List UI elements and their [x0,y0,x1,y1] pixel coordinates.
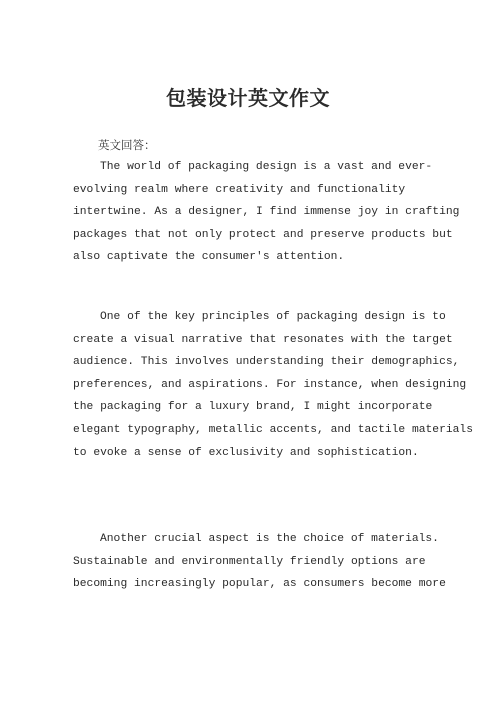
paragraph-line: evolving realm where creativity and functionality [73,183,406,196]
paragraph-line: audience. This involves understanding their demographics, [73,356,460,369]
paragraph-line: packages that not only protect and preserve products but [73,228,453,241]
page-title: 包装设计英文作文 [166,86,330,110]
paragraph-line: to evoke a sense of exclusivity and sophistication. [73,446,419,459]
paragraph-line: preferences, and aspirations. For instance, when designing [73,378,467,391]
paragraph-line: One of the key principles of packaging design is to [100,311,446,323]
paragraph-line: Another crucial aspect is the choice of materials. [100,533,439,545]
paragraph-2 [73,306,473,464]
paragraph-line: becoming increasingly popular, as consumers become more [73,578,446,591]
paragraph-line: the packaging for a luxury brand, I might incorporate [73,401,433,414]
section-heading: 英文回答： [98,138,156,152]
paragraph-3 [73,528,446,596]
paragraph-line: also captivate the consumer's attention. [73,251,345,264]
paragraph-line: create a visual narrative that resonates with the target [73,333,453,346]
paragraph-line: Sustainable and environmentally friendly options are [73,555,426,568]
paragraph-line: elegant typography, metallic accents, and tactile materials [73,423,473,436]
paragraph-1 [73,156,460,269]
paragraph-line: intertwine. As a designer, I find immense joy in crafting [73,206,460,219]
paragraph-line: The world of packaging design is a vast and ever- [100,161,433,173]
